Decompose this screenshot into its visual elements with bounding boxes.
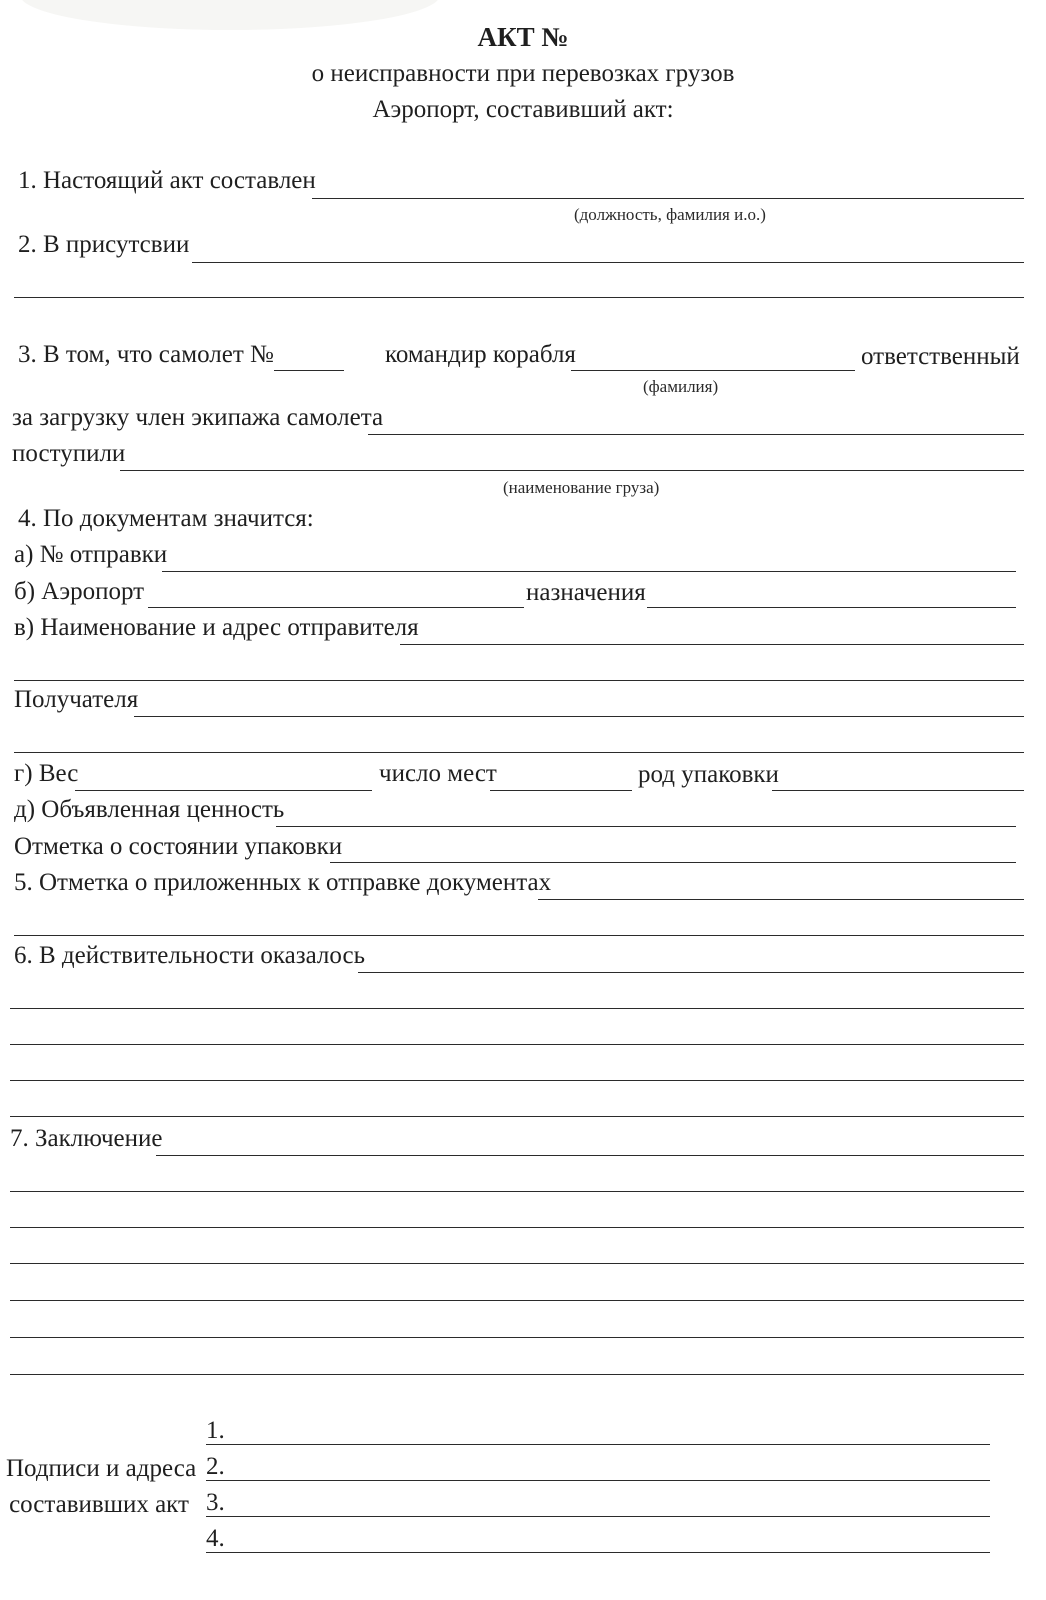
declared-value-label: д) Объявленная ценность (14, 796, 285, 823)
signature-number-3: 3. (206, 1489, 225, 1516)
sender-field-extra[interactable] (14, 680, 1024, 681)
item-6-label: 6. В действительности оказалось (14, 942, 366, 969)
form-subtitle: о неисправности при перевозках грузов (311, 60, 735, 87)
item-3-label: 3. В том, что самолет № (18, 341, 274, 368)
responsible-label: ответственный (861, 343, 1020, 370)
signatures-label (6, 1451, 197, 1523)
packing-type-field[interactable] (772, 790, 1024, 791)
item-7-label: 7. Заключение (10, 1125, 163, 1152)
places-label: число мест (379, 760, 497, 787)
recipient-field[interactable] (134, 716, 1024, 717)
item-6-field-extra[interactable] (10, 1080, 1024, 1081)
item-7-field-extra[interactable] (10, 1300, 1024, 1301)
item-2-field[interactable] (192, 262, 1024, 263)
packing-type-label: род упаковки (638, 761, 779, 788)
signature-number-1: 1. (206, 1417, 225, 1444)
signatures-label-line2: составивших акт (9, 1491, 189, 1518)
surname-hint: (фамилия) (643, 377, 719, 396)
loading-crew-label: за загрузку член экипажа самолета (12, 404, 384, 431)
signature-field-1[interactable] (206, 1444, 990, 1445)
item-2-label: 2. В присутсвии (18, 231, 190, 258)
item-7-field[interactable] (156, 1155, 1024, 1156)
signature-field-2[interactable] (206, 1480, 990, 1481)
sender-field[interactable] (400, 644, 1024, 645)
places-field[interactable] (490, 790, 632, 791)
item-5-label: 5. Отметка о приложенных к отправке документах (14, 869, 552, 896)
item-2-field-extra[interactable] (14, 297, 1024, 298)
item-6-field[interactable] (358, 972, 1024, 973)
commander-label: командир корабля (385, 341, 576, 368)
recipient-label: Получателя (14, 686, 139, 713)
signature-field-3[interactable] (206, 1516, 990, 1517)
item-1-field[interactable] (312, 198, 1024, 199)
item-1-label: 1. Настоящий акт составлен (18, 167, 316, 194)
item-7-field-extra[interactable] (10, 1227, 1024, 1228)
item-6-field-extra[interactable] (10, 1116, 1024, 1117)
item-5-field-extra[interactable] (14, 935, 1024, 936)
item-1-hint: (должность, фамилия и.о.) (574, 205, 766, 224)
signature-field-4[interactable] (206, 1552, 990, 1553)
declared-value-field[interactable] (276, 826, 1016, 827)
packing-state-field[interactable] (330, 862, 1016, 863)
shipment-number-label: а) № отправки (14, 541, 168, 568)
signature-number-4: 4. (206, 1525, 225, 1552)
packing-state-label: Отметка о состоянии упаковки (14, 833, 343, 860)
airport-field[interactable] (148, 607, 524, 608)
sender-label: в) Наименование и адрес отправителя (14, 614, 419, 641)
item-7-field-extra[interactable] (10, 1191, 1024, 1192)
shipment-number-field[interactable] (162, 571, 1016, 572)
airport-label: б) Аэропорт (14, 578, 145, 605)
loading-crew-field[interactable] (368, 434, 1024, 435)
item-7-field-extra[interactable] (10, 1263, 1024, 1264)
weight-field[interactable] (75, 790, 372, 791)
form-title: АКТ № (477, 22, 569, 52)
destination-label: назначения (526, 579, 646, 606)
item-7-field-extra[interactable] (10, 1337, 1024, 1338)
item-5-field[interactable] (538, 899, 1024, 900)
destination-field[interactable] (647, 607, 1016, 608)
received-field[interactable] (120, 470, 1024, 471)
commander-field[interactable] (571, 370, 855, 371)
aircraft-number-field[interactable] (274, 370, 344, 371)
airport-line: Аэропорт, составивший акт: (372, 96, 674, 123)
item-6-field-extra[interactable] (10, 1044, 1024, 1045)
item-4-label: 4. По документам значится: (18, 505, 314, 532)
item-7-field-extra[interactable] (10, 1374, 1024, 1375)
weight-label: г) Вес (14, 760, 79, 787)
item-6-field-extra[interactable] (10, 1008, 1024, 1009)
recipient-field-extra[interactable] (14, 752, 1024, 753)
signatures-label-line1: Подписи и адреса (6, 1455, 197, 1482)
cargo-hint: (наименование груза) (503, 478, 660, 497)
received-label: поступили (12, 440, 126, 467)
signature-number-2: 2. (206, 1453, 225, 1480)
